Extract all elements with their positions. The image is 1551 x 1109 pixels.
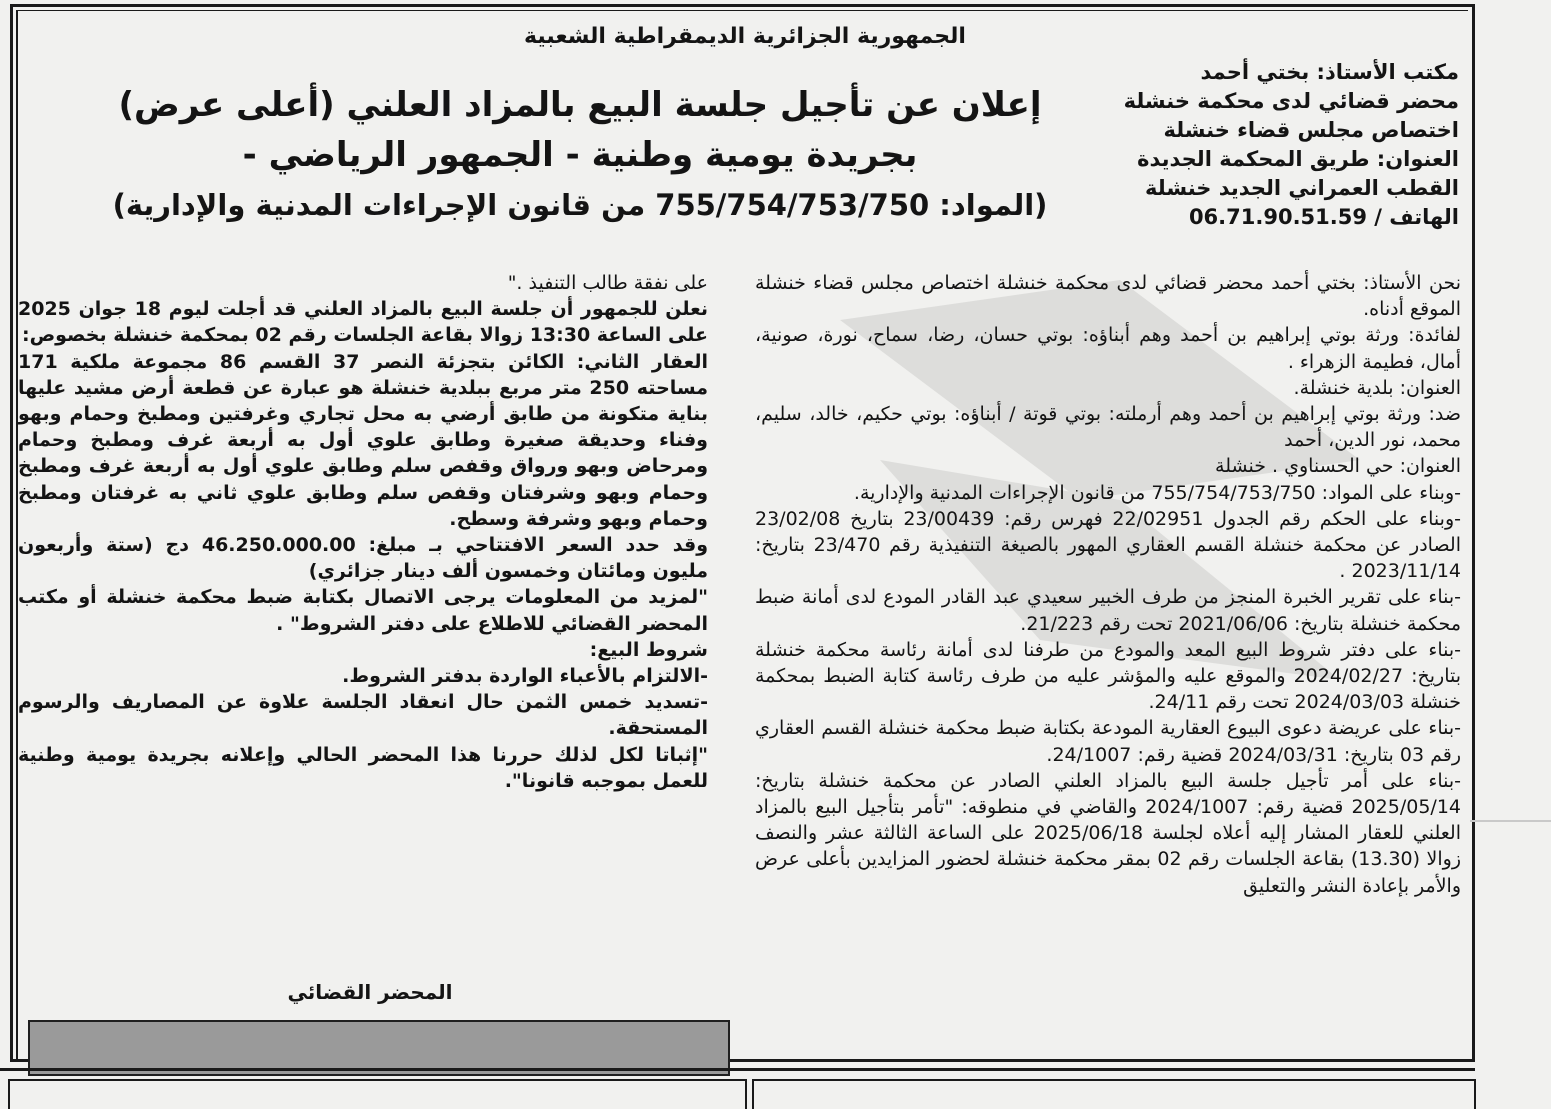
office-line: العنوان: طريق المحكمة الجديدة	[1137, 147, 1459, 171]
sale-conditions-heading: شروط البيع:	[589, 638, 708, 661]
republic-title: الجمهورية الجزائرية الديمقراطية الشعبية	[524, 24, 966, 49]
headline-line: بجريدة يومية وطنية - الجمهور الرياضي -	[242, 135, 918, 175]
paragraph: -بناء على أمر تأجيل جلسة البيع بالمزاد العلني الصادر عن محكمة خنشلة بتاريخ: 2025/05/14 قضية رقم: 2024/1007 والقاضي في منطوقه: "تأمر بتأجيل البيع بالمزاد العلني للعقار المشار إليه أعلاه لجلسة 2025/06/18 على الساعة الثالثة عشر والنصف زوالا (13.30) بقاعة الجلسات رقم 02 بمقر محكمة خنشلة لحضور المزايدين بأعلى عرض والأمر بإعادة النشر والتعليق	[755, 769, 1462, 897]
office-line: مكتب الأستاذ: بختي أحمد	[1200, 60, 1459, 84]
next-article-box	[752, 1079, 1476, 1109]
office-phone: الهاتف / 06.71.90.51.59	[1188, 205, 1459, 229]
paragraph: نحن الأستاذ: بختي أحمد محضر قضائي لدى محكمة خنشلة اختصاص مجلس قضاء خنشلة الموقع أدناه.	[755, 272, 1461, 321]
paragraph: -وبناء على الحكم رقم الجدول 22/02951 فهرس رقم: 23/00439 بتاريخ 23/02/08 الصادر عن محكمة خنشلة القسم العقاري المهور بالصيغة التنفيذية رقم 23/470 بتاريخ: 2023/11/14 .	[755, 507, 1461, 583]
notice-headline	[100, 80, 1060, 230]
paragraph: لفائدة: ورثة بوتي إبراهيم بن أحمد وهم أبناؤه: بوتي حسان، رضا، سماح، نورة، صونية، أمال، فطيمة الزهراء .	[755, 324, 1461, 373]
paragraph: -بناء على عريضة دعوى البيوع العقارية المودعة بكتابة ضبط محكمة خنشلة القسم العقاري رقم 03 بتاريخ: 2024/03/31 قضية رقم: 24/1007.	[755, 717, 1461, 766]
headline-line: إعلان عن تأجيل جلسة البيع بالمزاد العلني (أعلى عرض)	[118, 85, 1042, 125]
scan-artifact-line	[1470, 820, 1551, 822]
office-details	[1079, 58, 1459, 232]
paragraph: العقار الثاني: الكائن بتجزئة النصر 37 القسم 86 مجموعة ملكية 171 مساحته 250 متر مربع ببلدية خنشلة هو عبارة عن قطعة أرض مشيد عليها بناية متكونة من طابق أرضي به محل تجاري وغرفتين ومطبخ وحمام وبهو وفناء وحديقة صغيرة وطابق علوي أول به أربعة غرف ومطبخ وحمام ومرحاض وبهو ورواق وقفص سلم وطابق علوي أول به أربعة غرف ومطبخ وحمام وبهو وشرفتان وقفص سلم وطابق علوي ثاني به غرفتان ومطبخ وحمام وبهو وشرفة وسطح.	[18, 350, 708, 530]
paragraph: نعلن للجمهور أن جلسة البيع بالمزاد العلني قد أجلت ليوم 18 جوان 2025 على الساعة 13:30 زوالا بقاعة الجلسات رقم 02 بمحكمة خنشلة بخصوص:	[18, 298, 708, 347]
paragraph: -بناء على دفتر شروط البيع المعد والمودع من طرفنا لدى أمانة رئاسة محكمة خنشلة بتاريخ: 2024/02/27 والموقع عليه والمؤشر عليه من طرف رئاسة كتابة الضبط بمحكمة خنشلة 2024/03/03 تحت رقم 24/11.	[755, 638, 1462, 714]
body-column-right	[755, 270, 1461, 899]
paragraph: ضد: ورثة بوتي إبراهيم بن أحمد وهم أرملته: بوتي قوتة / أبناؤه: بوتي حكيم، خالد، سليم، محمد، نور الدين، أحمد	[755, 403, 1461, 452]
next-article-box	[8, 1079, 747, 1109]
bottom-rule	[0, 1068, 1475, 1102]
paragraph: على نفقة طالب التنفيذ ."	[507, 272, 708, 294]
paragraph: وقد حدد السعر الافتتاحي بـ مبلغ: 46.250.000.00 دج (ستة وأربعون مليون ومائتان وخمسون ألف دينار جزائري)	[18, 534, 708, 583]
paragraph: -الالتزام بالأعباء الواردة بدفتر الشروط.	[342, 665, 708, 688]
paragraph: -بناء على تقرير الخبرة المنجز من طرف الخبير سعيدي عبد القادر المودع لدى أمانة ضبط محكمة خنشلة بتاريخ: 2021/06/06 تحت رقم 21/223.	[755, 586, 1461, 635]
paragraph: -وبناء على المواد: 755/754/753/750 من قانون الإجراءات المدنية والإدارية.	[853, 481, 1461, 504]
paragraph: "إثباتا لكل لذلك حررنا هذا المحضر الحالي وإعلانه بجريدة يومية وطنية للعمل بموجبه قانونا".	[18, 743, 708, 792]
office-line: محضر قضائي لدى محكمة خنشلة	[1123, 89, 1459, 113]
office-line: القطب العمراني الجديد خنشلة	[1145, 176, 1459, 200]
paragraph: العنوان: حي الحسناوي . خنشلة	[1215, 455, 1461, 478]
body-column-left	[18, 270, 708, 794]
paragraph: "لمزيد من المعلومات يرجى الاتصال بكتابة ضبط محكمة خنشلة أو مكتب المحضر القضائي للاطلاع على دفتر الشروط" .	[18, 586, 708, 635]
paragraph: العنوان: بلدية خنشلة.	[1293, 376, 1461, 399]
paragraph: -تسديد خمس الثمن حال انعقاد الجلسة علاوة عن المصاريف والرسوم المستحقة.	[18, 691, 708, 740]
office-line: اختصاص مجلس قضاء خنشلة	[1163, 118, 1459, 142]
signature-label: المحضر القضائي	[287, 980, 453, 1004]
headline-line: (المواد: 755/754/753/750 من قانون الإجراءات المدنية والإدارية)	[112, 188, 1048, 222]
